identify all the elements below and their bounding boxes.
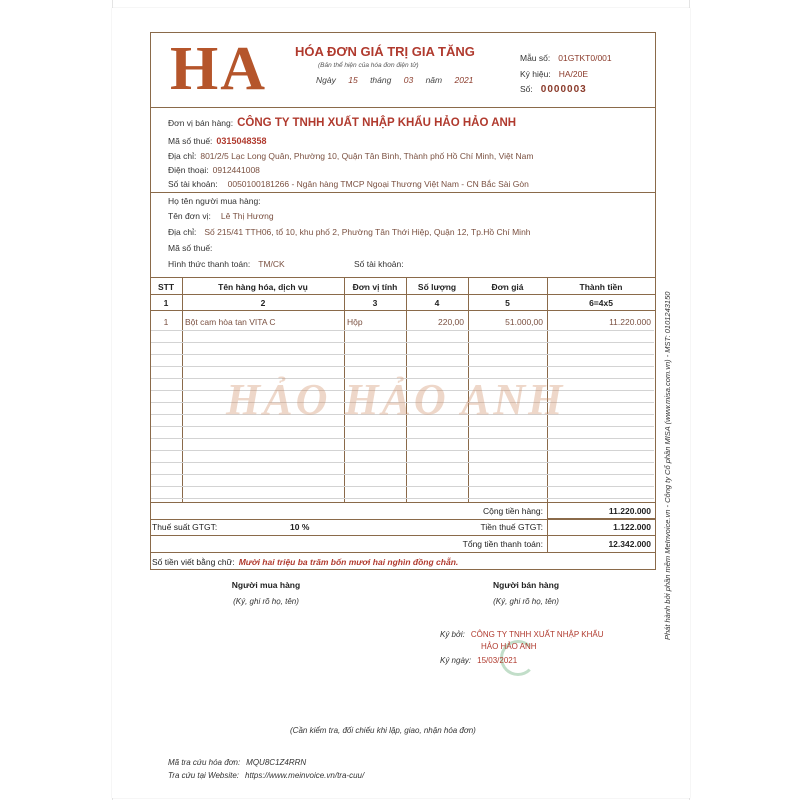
table-bottom-line [150, 502, 655, 503]
row-amount: 11.220.000 [609, 317, 651, 327]
table-rule-line [151, 330, 654, 331]
th-amount: Thành tiền [579, 282, 623, 292]
signed-by-line1: CÔNG TY TNHH XUẤT NHẬP KHẨU [470, 630, 604, 639]
buyer-tax-label: Mã số thuế: [168, 243, 213, 253]
date-month-label: tháng [370, 75, 392, 85]
th-qty: Số lượng [417, 282, 457, 292]
lookup-code-label: Mã tra cứu hóa đơn: [168, 758, 241, 767]
buyer-payment: TM/CK [258, 259, 285, 269]
symbol-label: Ký hiệu: [520, 69, 551, 79]
table-rule-line [151, 366, 654, 367]
row-qty: 220,00 [438, 317, 464, 327]
amount-in-words-row [152, 557, 458, 567]
table-rule-line [151, 426, 654, 427]
th-price: Đơn giá [491, 282, 524, 292]
code-amount: 6=4x5 [589, 298, 613, 308]
signed-by-row-2 [481, 642, 537, 651]
date-month: 03 [403, 75, 414, 85]
lookup-site-link[interactable]: https://www.meinvoice.vn/tra-cuu/ [245, 771, 365, 780]
invoice-subtitle: (Bản thể hiện của hóa đơn điện tử) [318, 62, 419, 69]
vat-label: Tiền thuế GTGT: [480, 522, 543, 532]
signed-by-line2: HẢO HẢO ANH [481, 642, 537, 651]
buyer-person-row [168, 196, 261, 206]
seller-name: CÔNG TY TNHH XUẤT NHẬP KHẨU HẢO HẢO ANH [237, 117, 517, 129]
lookup-code: MQU8C1Z4RRN [246, 758, 307, 767]
amount-in-words: Mười hai triệu ba trăm bốn mươi hai nghìn đồng chẵn. [238, 557, 459, 567]
table-rule-line [151, 354, 654, 355]
seller-tax-row [168, 136, 266, 146]
buyer-signature-note: (Ký, ghi rõ họ, tên) [233, 597, 299, 606]
buyer-address: Số 215/41 TTH06, tổ 10, khu phố 2, Phường Tân Thới Hiệp, Quận 12, Tp.Hồ Chí Minh [204, 227, 531, 237]
invoice-date [316, 75, 473, 85]
number-label: Số: [520, 84, 533, 94]
seller-account-label: Số tài khoản: [168, 179, 218, 189]
vat-rate-label: Thuế suất GTGT: [152, 522, 218, 532]
buyer-address-label: Địa chỉ: [168, 227, 197, 237]
seller-signature-title: Người bán hàng [492, 580, 560, 590]
date-year: 2021 [454, 75, 474, 85]
signed-by-label: Ký bởi: [440, 630, 465, 639]
signed-date-row [440, 656, 517, 665]
signed-date-label: Ký ngày: [440, 656, 472, 665]
seller-address: 801/2/5 Lạc Long Quân, Phường 10, Quận Tân Bình, Thành phố Hồ Chí Minh, Việt Nam [200, 151, 534, 161]
header-divider [150, 107, 655, 108]
watermark: HẢO HẢO ANH [226, 375, 566, 424]
seller-divider [150, 192, 655, 193]
date-year-label: năm [425, 75, 443, 85]
seller-phone-label: Điện thoại: [168, 165, 209, 175]
total-label: Tổng tiền thanh toán: [462, 539, 543, 549]
seller-name-row [168, 117, 516, 129]
total-line [150, 552, 655, 553]
check-note: (Cần kiểm tra, đối chiếu khi lập, giao, nhận hóa đơn) [290, 726, 476, 735]
lookup-site-label: Tra cứu tại Website: [168, 771, 240, 780]
signed-by-row [440, 630, 603, 639]
seller-account: 0050100181266 - Ngân hàng TMCP Ngoại Thương Việt Nam - CN Bắc Sài Gòn [227, 179, 529, 189]
row-name: Bột cam hòa tan VITA C [185, 317, 276, 327]
subtotal-value: 11.220.000 [608, 506, 651, 516]
row-stt: 1 [163, 317, 169, 327]
buyer-payment-row [168, 259, 285, 269]
table-rule-line [151, 498, 654, 499]
subtotal-label: Cộng tiền hàng: [482, 506, 543, 516]
number-value: 0000003 [540, 84, 587, 95]
table-rule-line [151, 474, 654, 475]
vat-line-top [150, 519, 655, 520]
code-unit: 3 [372, 298, 378, 308]
buyer-account-label: Số tài khoản: [354, 259, 404, 269]
vat-line-bottom [150, 535, 655, 536]
buyer-person-label: Họ tên người mua hàng: [168, 196, 261, 206]
buyer-payment-label: Hình thức thanh toán: [168, 259, 251, 269]
buyer-unit-label: Tên đơn vị: [168, 211, 211, 221]
table-top-line [150, 277, 655, 278]
seller-account-row [168, 179, 529, 189]
invoice-title: HÓA ĐƠN GIÁ TRỊ GIA TĂNG [295, 44, 475, 59]
symbol-value: HA/20E [558, 69, 589, 79]
table-code-line [150, 310, 655, 311]
code-name: 2 [260, 298, 266, 308]
date-prefix: Ngày [316, 75, 336, 85]
th-name: Tên hàng hóa, dịch vụ [218, 282, 308, 292]
date-day: 15 [348, 75, 358, 85]
seller-tax-label: Mã số thuế: [168, 136, 213, 146]
seller-phone-row [168, 165, 260, 175]
seller-address-row [168, 151, 533, 161]
buyer-unit: Lê Thị Hương [220, 211, 274, 221]
vat-value: 1.122.000 [613, 522, 651, 532]
row-unit: Hộp [347, 317, 363, 327]
row-price: 51.000,00 [505, 317, 543, 327]
buyer-signature-title: Người mua hàng [231, 580, 301, 590]
form-label: Mẫu số: [520, 53, 551, 63]
form-value: 01GTKT0/001 [558, 53, 612, 63]
buyer-address-row [168, 227, 531, 237]
code-qty: 4 [434, 298, 440, 308]
invoice-number [520, 84, 587, 95]
software-vertical-note: Phát hành bởi phần mềm MeInvoice.vn - Công ty Cổ phần MISA (www.misa.com.vn) - MST: 0101243150 [663, 291, 672, 640]
th-unit: Đơn vị tính [352, 282, 398, 292]
table-rule-line [151, 486, 654, 487]
lookup-code-row [168, 758, 306, 767]
seller-tax: 0315048358 [216, 136, 267, 146]
table-rule-line [151, 450, 654, 451]
vat-rate-value: 10 % [290, 522, 310, 532]
code-price: 5 [505, 298, 510, 308]
th-stt: STT [157, 282, 175, 292]
table-rule-line [151, 342, 654, 343]
totals-col-sep [547, 502, 548, 552]
buyer-tax-row [168, 243, 212, 253]
seller-address-label: Địa chỉ: [168, 151, 197, 161]
table-rule-line [151, 438, 654, 439]
company-logo: HA [170, 35, 267, 103]
total-value: 12.342.000 [608, 539, 651, 549]
table-rule-line [151, 462, 654, 463]
buyer-unit-row [168, 211, 274, 221]
code-stt: 1 [163, 298, 169, 308]
form-number [520, 53, 612, 63]
seller-signature-note: (Ký, ghi rõ họ, tên) [493, 597, 559, 606]
lookup-site-row [168, 771, 364, 780]
seller-name-label: Đơn vị bán hàng: [168, 118, 234, 128]
seller-phone: 0912441008 [212, 165, 260, 175]
amount-in-words-label: Số tiền viết bằng chữ: [152, 557, 235, 567]
invoice-symbol [520, 69, 588, 79]
buyer-account-row [354, 259, 404, 269]
table-header-line [150, 294, 655, 295]
signed-date: 15/03/2021 [477, 656, 518, 665]
